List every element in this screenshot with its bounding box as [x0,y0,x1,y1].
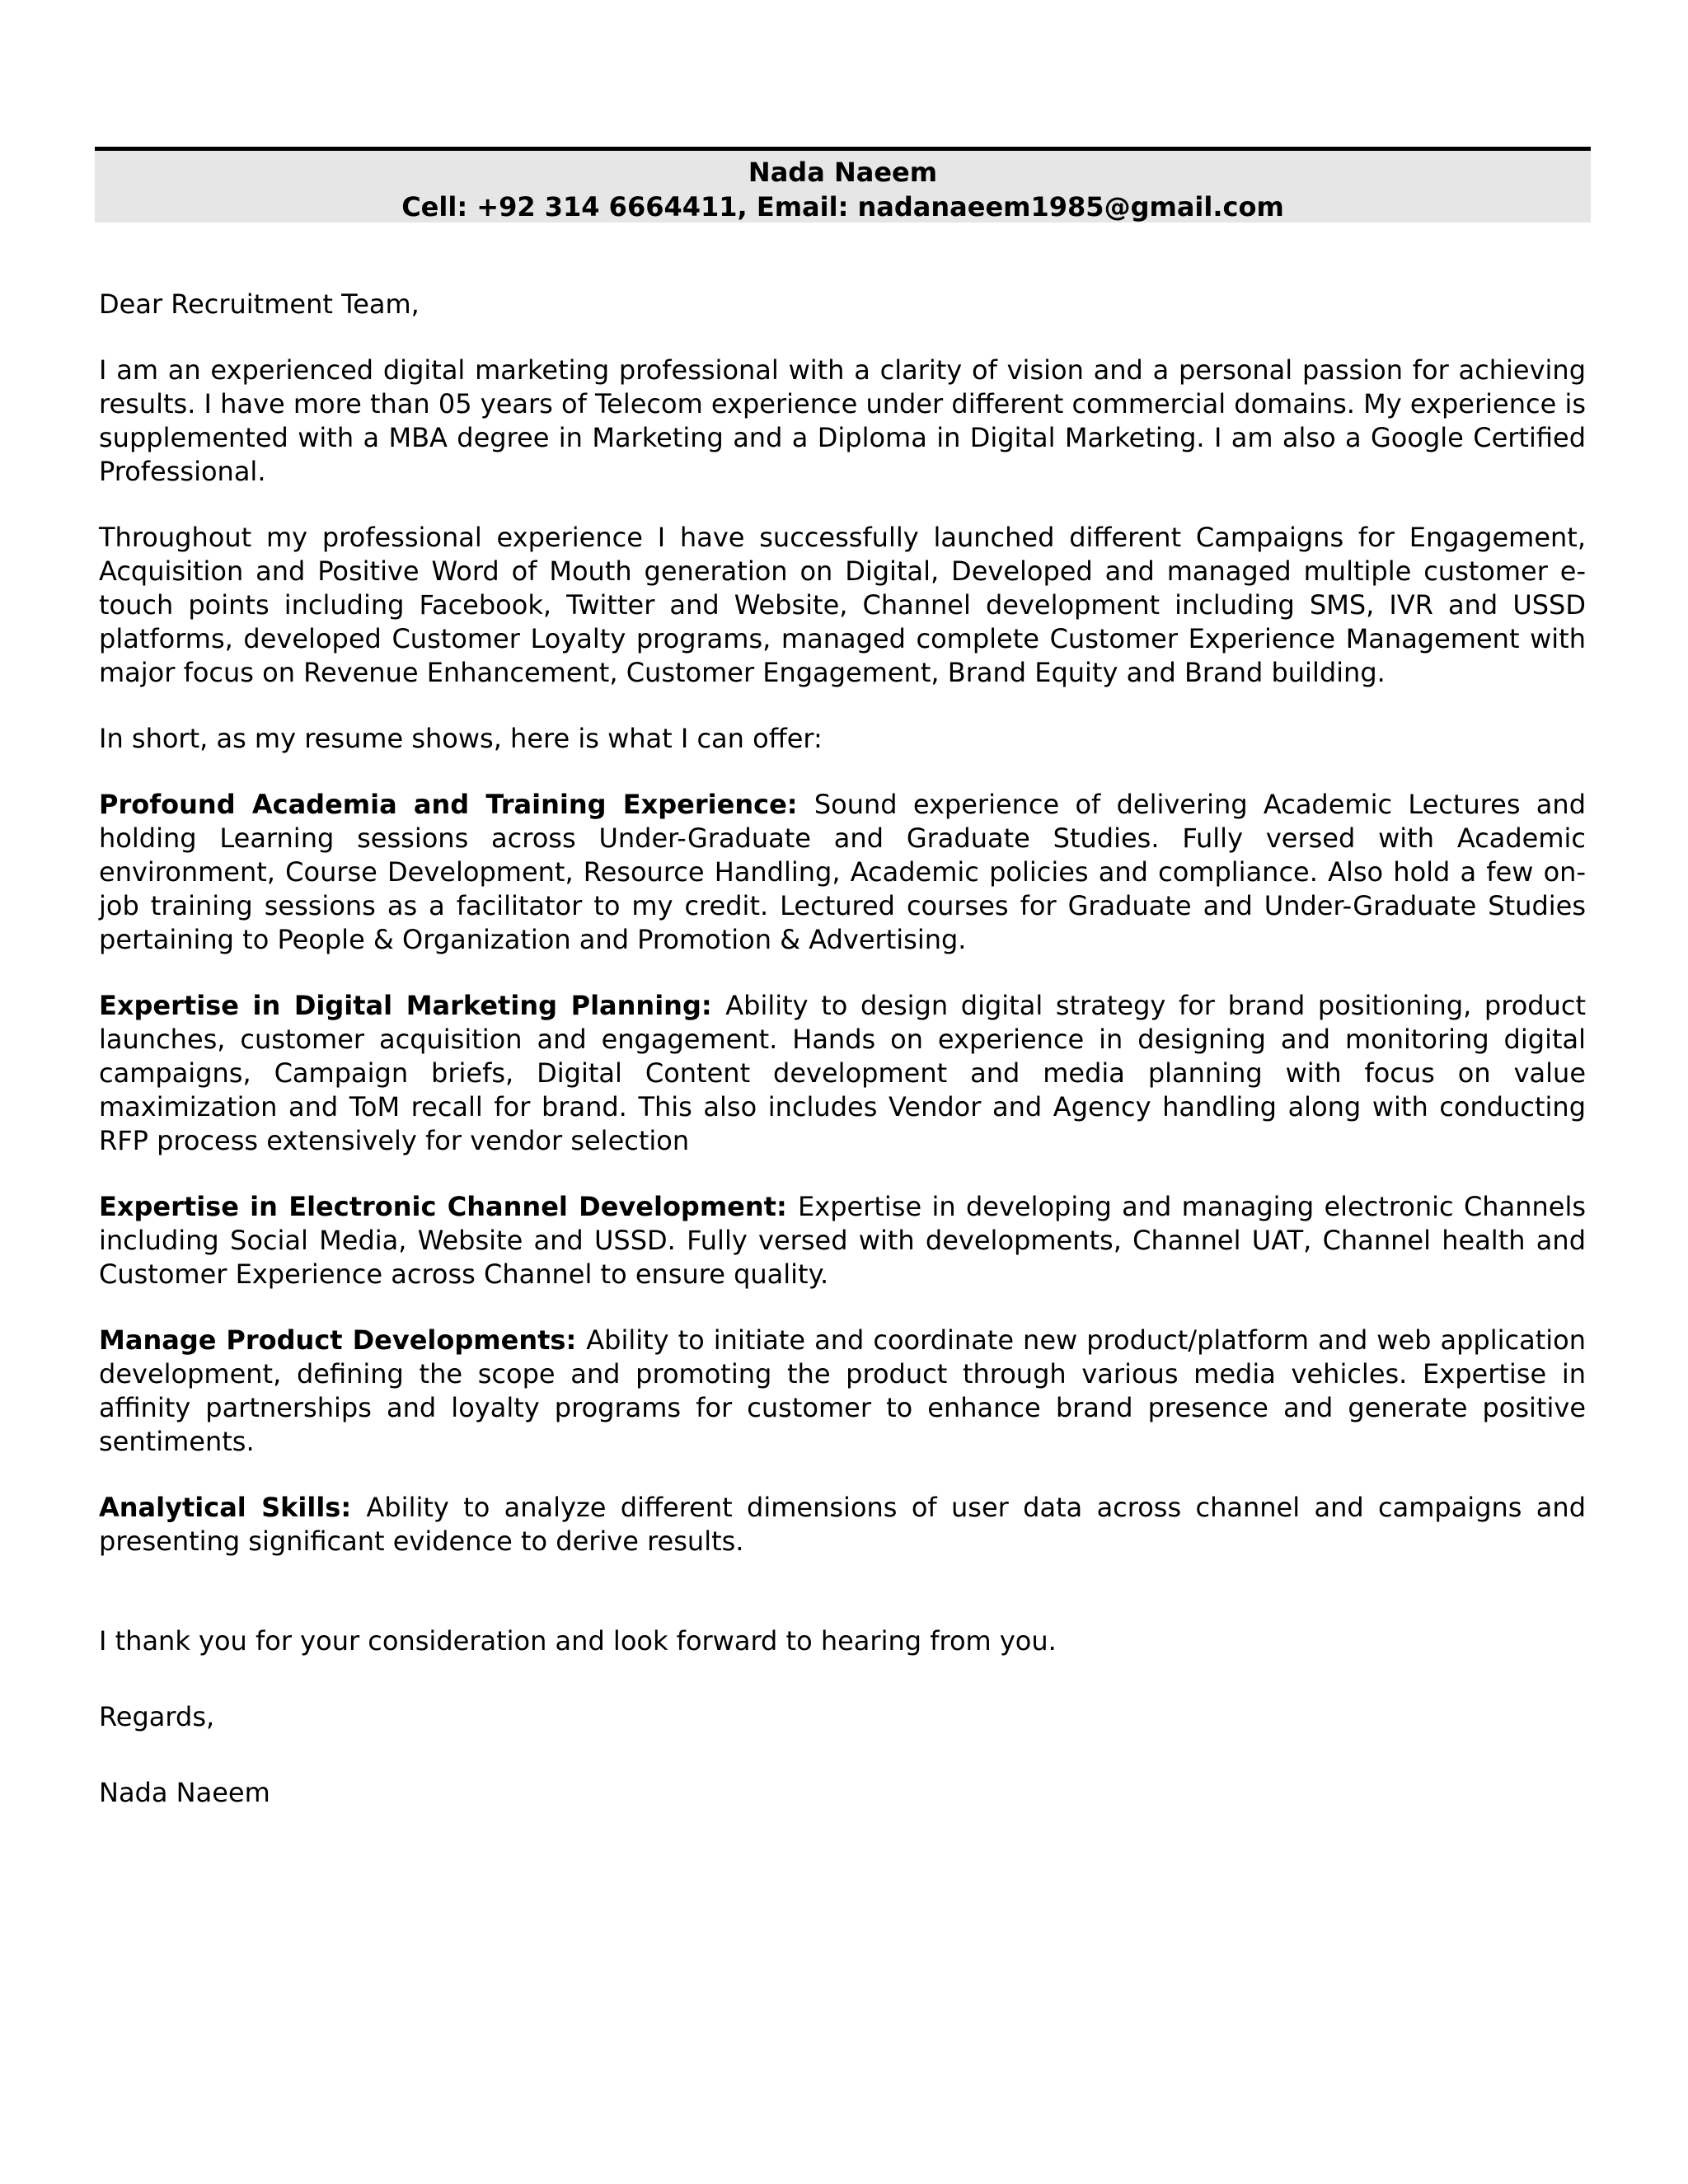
closing-line: I thank you for your consideration and look forward to hearing from you. [99,1625,1057,1657]
skill-title: Profound Academia and Training Experience: [99,789,814,820]
skill-paragraph [99,788,1586,957]
skill-text: Ability to initiate and coordinate new product/platform and web application development, defining the scope and promoting the product through various media vehicles. Expertise in affinity partnerships and loyalty programs for customer to enhance brand presence and generate positive sentiments. [99,1324,1587,1457]
skill-text: Ability to analyze different dimensions of user data across channel and campaigns and presenting significant evidence to derive results. [99,1492,1587,1557]
skill-title: Expertise in Electronic Channel Development: [99,1191,799,1222]
letter-body [99,288,1586,1810]
skill-paragraph [99,1190,1586,1291]
skill-paragraph [99,989,1586,1158]
salutation: Dear Recruitment Team, [99,288,420,320]
skill-text: Ability to design digital strategy for brand positioning, product launches, customer acquisition and engagement. Hands on experience in designing and monitoring digital campaigns, Campaign briefs, Digital Content development and media planning with focus on value maximization and ToM recall for brand. This also includes Vendor and Agency handling along with conducting RFP process extensively for vendor selection [99,990,1587,1156]
skill-title: Expertise in Digital Marketing Planning: [99,990,726,1021]
skill-paragraph [99,1324,1586,1459]
letter-header [95,147,1591,223]
signature: Nada Naeem [99,1777,270,1808]
regards: Regards, [99,1701,215,1732]
skill-title: Analytical Skills: [99,1492,367,1523]
offer-intro: In short, as my resume shows, here is what I can offer: [99,723,823,754]
intro-paragraph: I am an experienced digital marketing professional with a clarity of vision and a personal passion for achieving results. I have more than 05 years of Telecom experience under different commercial domains. My experience is supplemented with a MBA degree in Marketing and a Diploma in Digital Marketing. I am also a Google Certified Professional. [99,354,1586,487]
skill-paragraph [99,1491,1586,1558]
skill-text: Expertise in developing and managing electronic Channels including Social Media, Website and USSD. Fully versed with developments, Channel UAT, Channel health and Customer Experience across Channel to ensure quality. [99,1191,1587,1290]
experience-paragraph: Throughout my professional experience I have successfully launched different Campaigns for Engagement, Acquisition and Positive Word of Mouth generation on Digital, Developed and managed multiple customer e-touch points including Facebook, Twitter and Website, Channel development including SMS, IVR and USSD platforms, developed Customer Loyalty programs, managed complete Customer Experience Management with major focus on Revenue Enhancement, Customer Engagement, Brand Equity and Brand building. [99,522,1586,688]
skill-title: Manage Product Developments: [99,1324,587,1356]
skill-text: Sound experience of delivering Academic Lectures and holding Learning sessions across Under-Graduate and Graduate Studies. Fully versed with Academic environment, Course Development, Resource Handling, Academic policies and compliance. Also hold a few on-job training sessions as a facilitator to my credit. Lectured courses for Graduate and Under-Graduate Studies pertaining to People & Organization and Promotion & Advertising. [99,789,1587,955]
header-contact: Cell: +92 314 6664411, Email: nadanaeem1985@gmail.com [401,191,1284,223]
header-name: Nada Naeem [748,157,938,188]
